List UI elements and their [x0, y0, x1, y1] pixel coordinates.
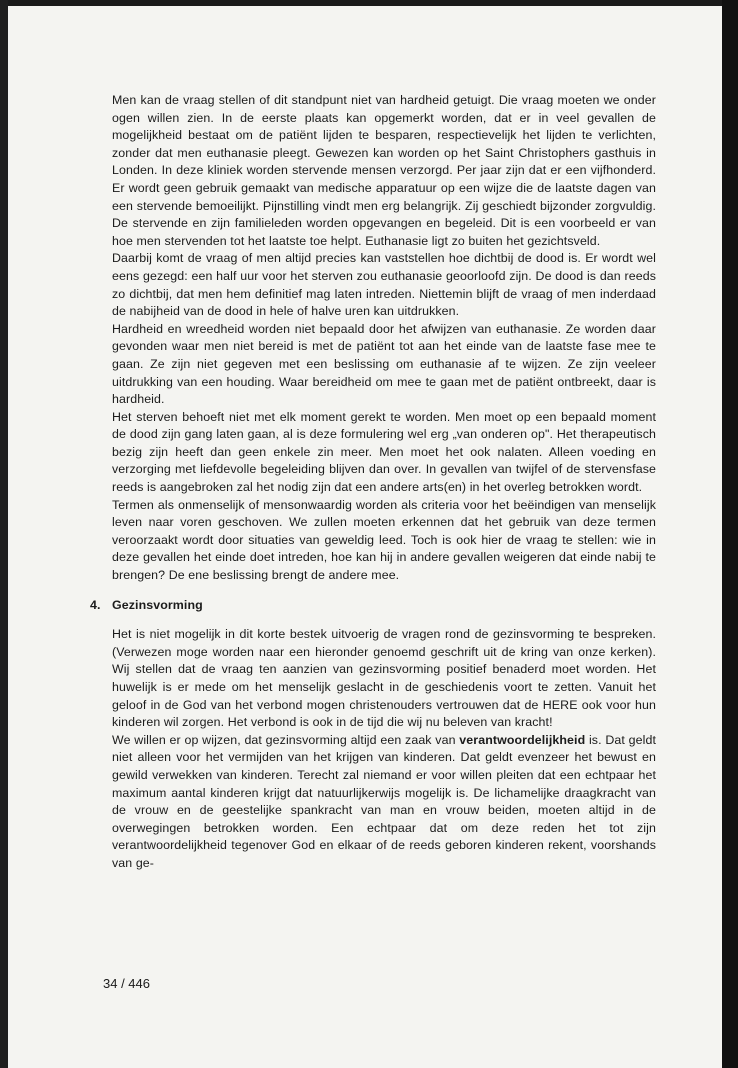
paragraph: Men kan de vraag stellen of dit standpunt niet van hardheid getuigt. Die vraag moeten we onder ogen willen zien. In de eerste plaats kan opgemerkt worden, dat er in veel gevallen de mogelijkheid bestaat om de patiënt lijden te besparen, respectievelijk het lijden te verlichten, zonder dat men euthanasie pleegt. Gewezen kan worden op het Saint Christophers gasthuis in Londen. In deze kliniek worden stervende mensen verzorgd. Per jaar zijn dat er een vijfhonderd. Er wordt geen gebruik gemaakt van medische apparatuur op een wijze die de laatste dagen van een stervende bemoeilijkt. Pijnstilling vindt men erg belangrijk. Zij geschiedt bijzonder zorgvuldig. De stervende en zijn familieleden worden opgevangen en begeleid. Dit is een voorbeeld er van hoe men stervenden tot het laatste toe helpt. Euthanasie ligt zo buiten het gezichtsveld.	[112, 93, 656, 248]
paragraph: Termen als onmenselijk of mensonwaardig worden als criteria voor het beëindigen van menselijk leven naar voren geschoven. We zullen moeten erkennen dat het gebruik van deze termen veroorzaakt wordt door situaties van geweldig leed. Toch is ook hier de vraag te stellen: wie in deze gevallen het einde doet intreden, hoe kan hij in andere gevallen weigeren dat einde nabij te brengen? De ene beslissing brengt de andere mee.	[112, 497, 656, 583]
paragraph: Hardheid en wreedheid worden niet bepaald door het afwijzen van euthanasie. Ze worden daar gevonden waar men niet bereid is met de patiënt tot aan het einde van de laatste fase mee te gaan. Ze zijn niet gegeven met een beslissing om euthanasie af te wijzen. Ze zijn veeleer uitdrukking van een houding. Waar bereidheid om mee te gaan met de patiënt ontbreekt, daar is hardheid.	[112, 321, 656, 407]
page-number: 34 / 446	[103, 976, 150, 991]
paragraph-text-before: We willen er op wijzen, dat gezinsvorming altijd een zaak van	[112, 732, 460, 747]
section-number: 4.	[90, 597, 101, 612]
scan-edge-right	[722, 0, 738, 1068]
body-text	[90, 92, 656, 873]
paragraph: Het is niet mogelijk in dit korte bestek uitvoerig de vragen rond de gezinsvorming te bespreken. (Verwezen moge worden naar een hieronder genoemd geschrift uit de kring van onze kerken). Wij stellen dat de vraag ten aanzien van gezinsvorming positief benaderd moet worden. Het huwelijk is er mede om het menselijk geslacht in de geschiedenis voort te zetten. Vanuit het geloof in de God van het verbond mogen christenouders vertrouwen dat de HERE ook voor hun kinderen wil zorgen. Het verbond is ook in de tijd die wij nu beleven van kracht!	[112, 627, 656, 730]
emphasis-word: verantwoordelijkheid	[459, 732, 586, 747]
paragraph: Het sterven behoeft niet met elk moment gerekt te worden. Men moet op een bepaald moment de dood zijn gang laten gaan, al is deze formulering wel erg „van onderen op". Het therapeutisch bezig zijn heeft dan geen enkele zin meer. Men moet het ook nalaten. Alleen voeding en verzorging met liefdevolle begeleiding blijven dan over. In gevallen van twijfel of de stervensfase reeds is aangebroken zal het nodig zijn dat een andere arts(en) in het overleg betrokken wordt.	[112, 409, 656, 495]
scan-edge-left	[0, 0, 8, 1068]
section-title: Gezinsvorming	[112, 597, 203, 612]
paragraph: Daarbij komt de vraag of men altijd precies kan vaststellen hoe dichtbij de dood is. Er wordt wel eens gezegd: een half uur voor het sterven zou euthanasie geoorloofd zijn. De dood is dan reeds zo dichtbij, dat men hem definitief mag laten intreden. Niettemin blijft de vraag of men inderdaad de nabijheid van de dood in hele of halve uren kan uitdrukken.	[112, 251, 656, 319]
paragraph-text-after: is. Dat geldt niet alleen voor het vermijden van het krijgen van kinderen. Dat geldt evenzeer het bewust en gewild verwekken van kinderen. Terecht zal niemand er voor willen pleiten dat een echtpaar het maximum aantal kinderen krijgt dat natuurlijkerwijs mogelijk is. De lichamelijke draagkracht van de vrouw en de geestelijke spankracht van man en vrouw beiden, moeten altijd in de overwegingen betrokken worden. Een echtpaar dat om deze reden het tot zijn verantwoordelijkheid tegenover God en elkaar of de reeds geboren kinderen rekent, voorshands van ge-	[112, 732, 656, 870]
section-heading	[90, 597, 656, 615]
paragraph-with-emphasis	[112, 732, 656, 873]
